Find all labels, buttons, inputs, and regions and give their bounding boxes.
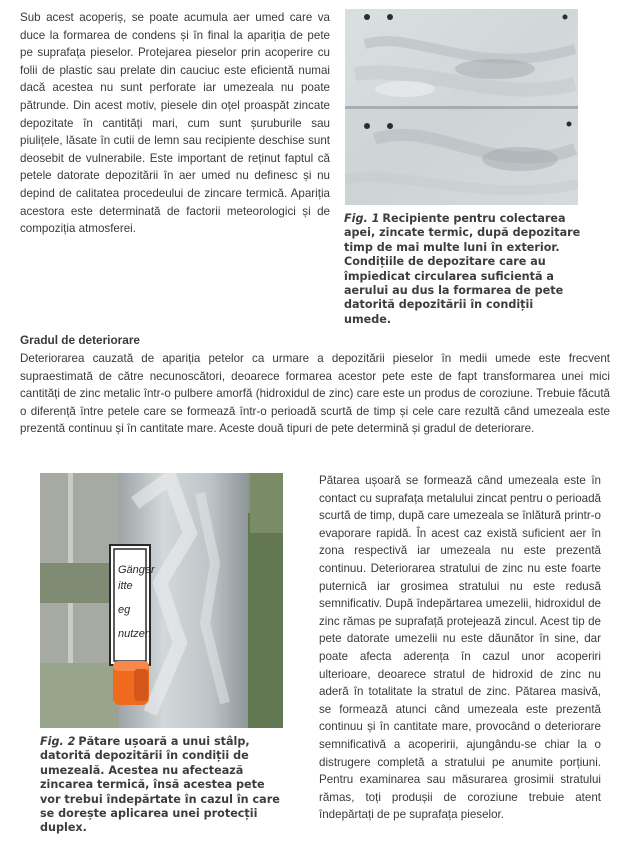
sign-text-line-4: nutzen (118, 628, 152, 640)
figure-2-caption-text: Pătare ușoară a unui stâlp, datorită depozitării în condiții de umezeală. Acestea nu afectează zincarea termică, însă acestea pete vor trebui îndepărtate în cazul în care se dorește aplicarea unei protecții duplex. (40, 735, 280, 835)
sign-text-line-2: itte (118, 580, 133, 592)
water-tanks-image (345, 9, 578, 205)
figure-2-caption (40, 735, 285, 836)
figure-1-label: Fig. 1 (344, 212, 380, 225)
section-heading: Gradul de deteriorare (20, 333, 140, 347)
figure-2-label: Fig. 2 (40, 735, 76, 748)
figure-1-caption-text: Recipiente pentru colectarea apei, zincate termic, după depozitare timp de mai multe luni în exterior. Condițiile de depozitare care au împiedicat circularea suficientă a aerului au dus la formarea de pete datorită depozitării în condiții umede. (344, 212, 581, 326)
sign-text-line-3: eg (118, 604, 131, 616)
figure-1-caption (344, 212, 584, 327)
figure-1-photo (345, 9, 578, 205)
deterioration-paragraph: Deteriorarea cauzată de apariția petelor ca urmare a depozitării pieselor în medii umede este frecvent supraestimată de către necunoscători, deoarece formarea acestor pete este de fapt transformarea unei mici cantități de zinc metalic într-o pulbere amorfă (hidroxidul de zinc) care este un produs de coroziune. Trebuie făcută o diferență între petele care se formează într-o perioadă scurtă de timp și cele care rezultă când umezeala este prezentă continuu și în cantitate mare. Aceste două tipuri de pete determină și gradul de deteriorare. (20, 352, 610, 436)
figure-2-photo (40, 473, 283, 728)
light-staining-paragraph: Pătarea ușoară se formează când umezeala este în contact cu suprafața metalului zincat pentru o perioadă scurtă de timp, după care umezeala se înlătură printr-o evaporare rapidă. În acest caz există suficient aer în zona respectivă iar umezeala nu este prezentă continuu. Deteriorarea stratului de zinc nu este foarte puternică iar grosimea stratului nu este redusă semnificativ. După îndepărtarea umezelii, hidroxidul de zinc rămas pe suprafață protejează zincul. Acest tip de pete datorate umezelii nu este dăunător în sine, dar poate afecta aderența în cazul unor acoperiri ulterioare, deoarece stratul de hidroxid de zinc nu aderă în totalitate la stratul de zinc. Pătarea masivă, se formează atunci când umezeala este prezentă continuu și în cantitate mare, provocând o deteriorare semnificativă a acoperirii, ajungându-se chiar la o distrugere completă a stratului pe anumite porțiuni. Pentru examinarea sau măsurarea grosimii stratului rămas, toți produșii de coroziune trebuie atent îndepărtați de pe suprafața pieselor. (319, 474, 601, 822)
galvanized-pole-image (40, 473, 283, 728)
sign-text-line-1: Gänger (118, 564, 155, 576)
intro-paragraph: Sub acest acoperiș, se poate acumula aer umed care va duce la formarea de condens și în final la apariția de pete pe suprafața pieselor. Protejarea pieselor prin acoperire cu folii de plastic sau prelate din cauciuc este eficientă numai dacă acestea nu sunt perforate iar umezeala nu poate pătrunde. Din acest motiv, piesele din oțel proaspăt zincate depozitate în cantități mari, cum sunt șuruburile sau piulițele, lăsate în cutii de lemn sau recipiente deschise sunt deosebit de vulnerabile. Este important de reținut faptul că petele datorate depozitării în aer umed nu definesc și nu depind de calitatea procedeului de zincare termică. Apariția acestora este determinată de factorii meteorologici și de compoziția atmosferei. (20, 11, 330, 236)
